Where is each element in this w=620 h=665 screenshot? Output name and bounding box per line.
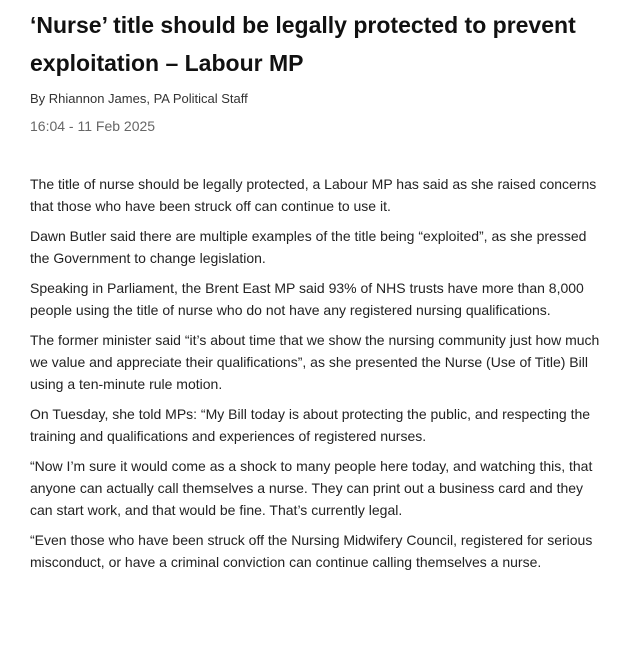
article-body (30, 173, 600, 573)
paragraph: On Tuesday, she told MPs: “My Bill today is about protecting the public, and respecting the training and qualifications and experiences of registered nurses. (30, 406, 591, 444)
paragraph: “Even those who have been struck off the Nursing Midwifery Council, registered for serious misconduct, or have a criminal conviction can continue calling themselves a nurse. (30, 532, 593, 570)
paragraph: “Now I’m sure it would come as a shock to many people here today, and watching this, that anyone can actually call themselves a nurse. They can print out a business card and they can start work, and that would be fine. That’s currently legal. (30, 458, 593, 518)
paragraph: Dawn Butler said there are multiple examples of the title being “exploited”, as she pressed the Government to change legislation. (30, 228, 587, 266)
article-date: 16:04 - 11 Feb 2025 (30, 118, 156, 134)
article-byline: By Rhiannon James, PA Political Staff (30, 91, 248, 106)
paragraph: The former minister said “it’s about time that we show the nursing community just how much we value and appreciate their qualifications”, as she presented the Nurse (Use of Title) Bill using a ten-minute rule motion. (30, 332, 600, 392)
paragraph: The title of nurse should be legally protected, a Labour MP has said as she raised concerns that those who have been struck off can continue to use it. (30, 176, 597, 214)
article-title: ‘Nurse’ title should be legally protected to prevent exploitation – Labour MP (30, 12, 576, 76)
paragraph: Speaking in Parliament, the Brent East MP said 93% of NHS trusts have more than 8,000 people using the title of nurse who do not have any registered nursing qualifications. (30, 280, 584, 318)
